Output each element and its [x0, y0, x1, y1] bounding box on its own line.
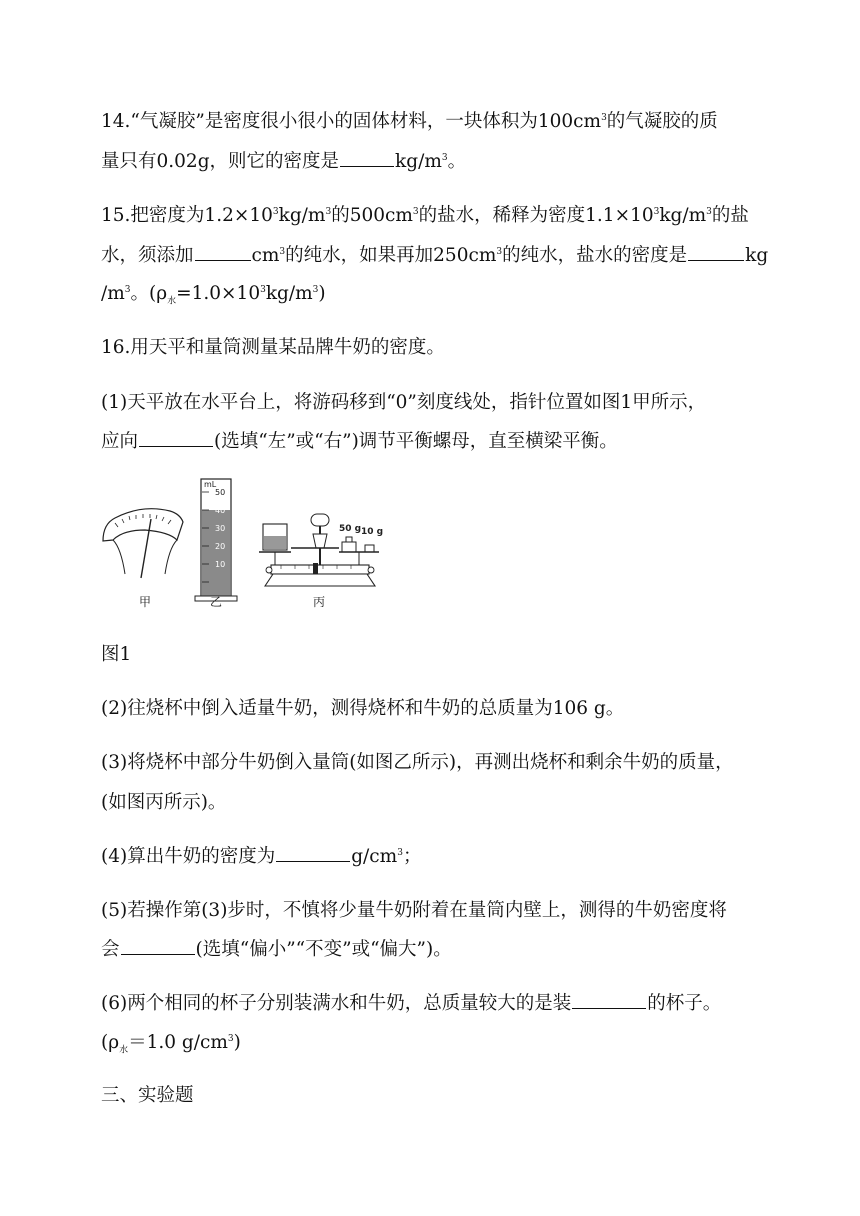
- superscript: 3: [601, 112, 607, 123]
- q16-text: (选填“偏小”“不变”或“偏大”)。: [195, 939, 452, 960]
- q16-part1-line-1: (1)天平放在水平台上，将游码移到“0”刻度线处，指针位置如图1甲所示，: [101, 392, 707, 413]
- balance-scale: [259, 514, 383, 586]
- q15-line-1: [101, 201, 749, 227]
- q15-text: 的纯水，盐水的密度是: [502, 245, 688, 266]
- q16-title: 16.用天平和量筒测量某品牌牛奶的密度。: [101, 337, 445, 358]
- q14-text: 。: [447, 151, 467, 172]
- q16-part6-line-1: [101, 989, 721, 1015]
- answer-blank[interactable]: [688, 246, 744, 261]
- ml-label: mL: [204, 480, 217, 489]
- superscript: 3: [260, 284, 266, 295]
- q15-text: kg/m: [278, 205, 326, 226]
- superscript: 3: [706, 206, 712, 217]
- tick-label: 10: [215, 560, 226, 569]
- q16-text: ；: [402, 846, 422, 867]
- q14-text: 14.“气凝胶”是密度很小很小的固体材料，一块体积为100cm: [101, 111, 602, 132]
- q16-part4: [101, 842, 421, 868]
- q16-text: ): [233, 1032, 241, 1053]
- superscript: 3: [325, 206, 332, 217]
- q16-part5-line-1: (5)若操作第(3)步时，不慎将少量牛奶附着在量筒内壁上，测得的牛奶密度将: [101, 900, 727, 921]
- q16-text: (6)两个相同的杯子分别装满水和牛奶，总质量较大的是装: [101, 993, 572, 1014]
- q15-line-3: [101, 279, 326, 305]
- q15-text: 水，须添加: [101, 245, 194, 266]
- weight-50g-label: 50 g: [339, 524, 362, 534]
- q16-text: (选填“左”或“右”)调节平衡螺母，直至横梁平衡。: [214, 431, 618, 452]
- q14-text: kg/m: [395, 151, 442, 172]
- balance-dial: [103, 509, 183, 578]
- graduated-cylinder: [195, 479, 237, 601]
- answer-blank[interactable]: [195, 246, 251, 261]
- section-3-title: 三、实验题: [101, 1085, 194, 1106]
- answer-blank[interactable]: [572, 994, 646, 1009]
- figure-caption: 图1: [101, 644, 132, 665]
- q15-text: kg: [745, 245, 769, 266]
- superscript: 3: [272, 206, 279, 217]
- q15-text: /m: [101, 283, 125, 304]
- q16-part2: (2)往烧杯中倒入适量牛奶，测得烧杯和牛奶的总质量为106 g。: [101, 698, 625, 719]
- superscript: 3: [441, 152, 448, 163]
- tick-label: 30: [215, 524, 226, 533]
- pointer-needle: [141, 519, 151, 578]
- superscript: 3: [397, 847, 403, 858]
- q16-part5-line-2: [101, 935, 452, 961]
- q14-line-1: [101, 107, 718, 133]
- q15-line-2: [101, 241, 768, 267]
- label-jia: 甲: [139, 595, 152, 609]
- q16-text: g/cm: [351, 846, 398, 867]
- q15-text: 的盐水，稀释为密度1.1×10: [418, 205, 654, 226]
- q16-part3-line-1: (3)将烧杯中部分牛奶倒入量筒(如图乙所示)，再测出烧杯和剩余牛奶的质量，: [101, 752, 734, 773]
- subscript: 水: [119, 1045, 129, 1056]
- q15-text: =1.0×10: [176, 283, 261, 304]
- answer-blank[interactable]: [121, 940, 195, 955]
- tick-label: 50: [215, 488, 226, 497]
- superscript: 3: [124, 284, 131, 295]
- q15-text: cm: [251, 245, 280, 266]
- superscript: 3: [312, 284, 319, 295]
- q15-text: kg/m: [659, 205, 707, 226]
- q16-text: (4)算出牛奶的密度为: [101, 846, 276, 867]
- q15-text: kg/m: [265, 283, 313, 304]
- superscript: 3: [412, 206, 419, 217]
- tick-label: 40: [215, 506, 226, 515]
- q16-text: (ρ: [101, 1032, 120, 1053]
- superscript: 3: [279, 246, 286, 257]
- label-bing: 丙: [313, 595, 326, 609]
- q16-text: 的杯子。: [647, 993, 722, 1014]
- q15-text: 的纯水，如果再加250cm: [285, 245, 497, 266]
- q15-text: 15.把密度为1.2×10: [101, 205, 273, 226]
- answer-blank[interactable]: [139, 432, 213, 447]
- q15-text: 的500cm: [331, 205, 413, 226]
- q14-text: 量只有0.02g，则它的密度是: [101, 151, 340, 172]
- subscript: 水: [167, 296, 177, 307]
- q16-part6-line-2: [101, 1028, 241, 1054]
- superscript: 3: [496, 246, 503, 257]
- q16-text: 会: [101, 939, 120, 960]
- q16-part1-line-2: [101, 427, 618, 453]
- q16-text: 应向: [101, 431, 139, 452]
- q16-part3-line-2: (如图丙所示)。: [101, 792, 227, 813]
- weight-10g-label: 10 g: [361, 527, 384, 537]
- answer-blank[interactable]: [276, 847, 350, 862]
- superscript: 3: [227, 1033, 234, 1044]
- tick-label: 20: [215, 542, 226, 551]
- q16-text: ＝1.0 g/cm: [128, 1032, 228, 1053]
- q14-line-2: [101, 147, 466, 173]
- q14-text: 的气凝胶的质: [606, 111, 718, 132]
- answer-blank[interactable]: [340, 152, 394, 167]
- label-yi: 乙: [210, 595, 223, 609]
- q15-text: 的盐: [711, 205, 749, 226]
- figure-1: [95, 474, 395, 614]
- superscript: 3: [653, 206, 660, 217]
- q15-text: 。(ρ: [130, 283, 168, 304]
- q15-text: ): [318, 283, 326, 304]
